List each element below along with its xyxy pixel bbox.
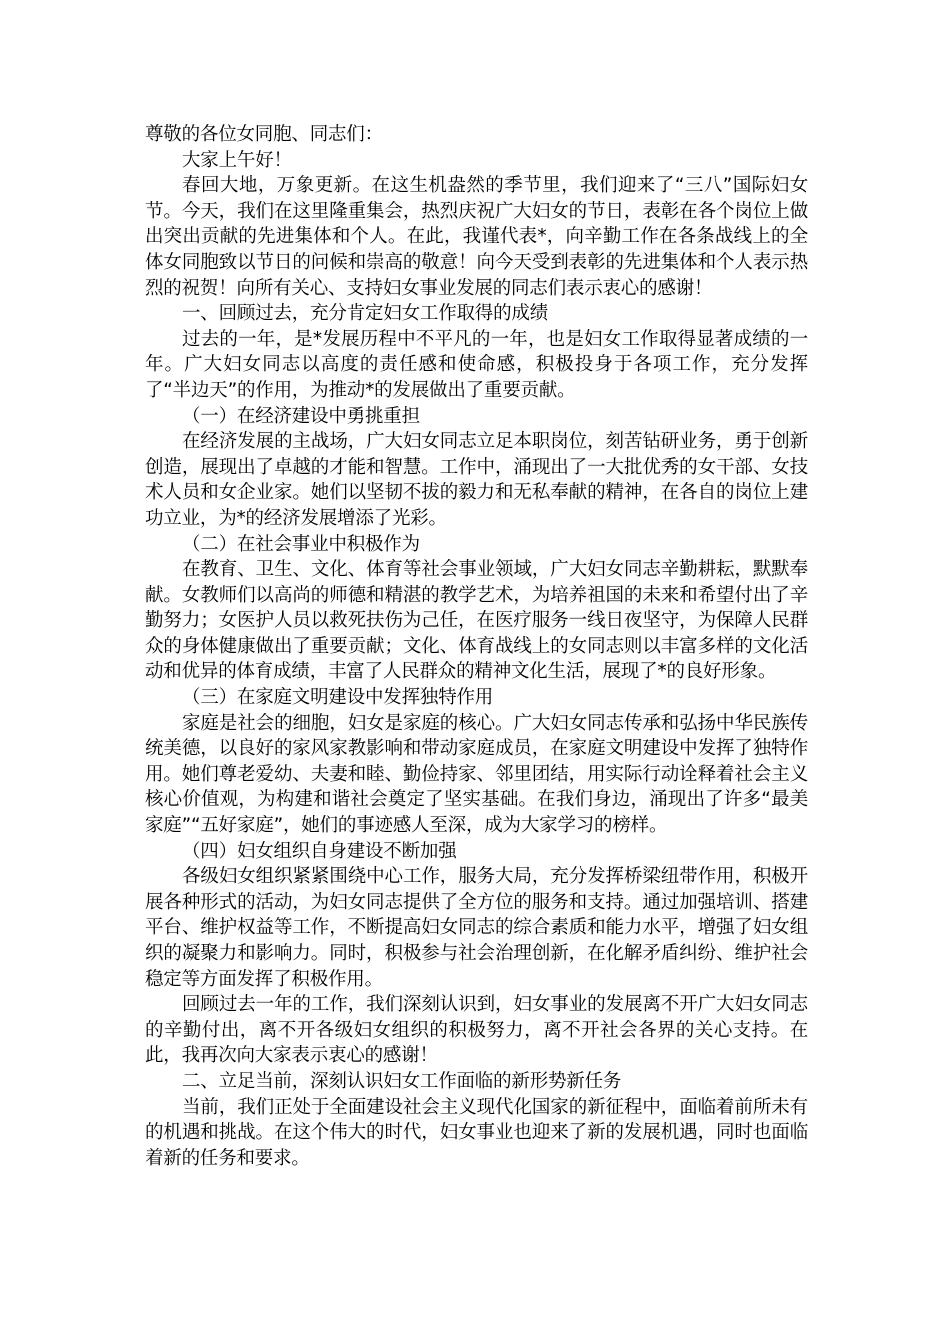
document-page [145, 122, 808, 1171]
salutation: 大家上午好！ [182, 149, 292, 171]
section-1-intro: 过去的一年，是*发展历程中不平凡的一年，也是妇女工作取得显著成绩的一年。广大妇女同志以高度的责任感和使命感，积极投身于各项工作，充分发挥了“半边天”的作用，为推动*的发展做出了重要贡献。 [145, 328, 808, 401]
subsection-2-heading: （二）在社会事业中积极作为 [182, 533, 420, 555]
opening-paragraph: 春回大地，万象更新。在这生机盎然的季节里，我们迎来了“三八”国际妇女节。今天，我们在这里隆重集会，热烈庆祝广大妇女的节日，表彰在各个岗位上做出突出贡献的先进集体和个人。在此，我谨代表*，向辛勤工作在各条战线上的全体女同胞致以节日的问候和崇高的敬意！向今天受到表彰的先进集体和个人表示热烈的祝贺！向所有关心、支持妇女事业发展的同志们表示衷心的感谢！ [145, 175, 808, 299]
subsection-3-body: 家庭是社会的细胞，妇女是家庭的核心。广大妇女同志传承和弘扬中华民族传统美德，以良好的家风家教影响和带动家庭成员，在家庭文明建设中发挥了独特作用。她们尊老爱幼、夫妻和睦、勤俭持家、邻里团结，用实际行动诠释着社会主义核心价值观，为构建和谐社会奠定了坚实基础。在我们身边，涌现出了许多“最美家庭”“五好家庭”，她们的事迹感人至深，成为大家学习的榜样。 [145, 712, 808, 837]
section-1-heading: 一、回顾过去，充分肯定妇女工作取得的成绩 [182, 303, 549, 325]
subsection-4-heading: （四）妇女组织自身建设不断加强 [182, 840, 457, 862]
subsection-1-heading: （一）在经济建设中勇挑重担 [182, 405, 420, 427]
subsection-2-body: 在教育、卫生、文化、体育等社会事业领域，广大妇女同志辛勤耕耘，默默奉献。女教师们以高尚的师德和精湛的教学艺术，为培养祖国的未来和希望付出了辛勤努力；女医护人员以救死扶伤为己任，在医疗服务一线日夜坚守，为保障人民群众的身体健康做出了重要贡献；文化、体育战线上的女同志则以丰富多样的文化活动和优异的体育成绩，丰富了人民群众的精神文化生活，展现了*的良好形象。 [145, 559, 808, 683]
section-2-heading: 二、立足当前，深刻认识妇女工作面临的新形势新任务 [182, 1070, 622, 1092]
subsection-3-heading: （三）在家庭文明建设中发挥独特作用 [182, 687, 494, 709]
greeting: 尊敬的各位女同胞、同志们： [145, 124, 383, 145]
subsection-4-body: 各级妇女组织紧紧围绕中心工作，服务大局，充分发挥桥梁纽带作用，积极开展各种形式的活动，为妇女同志提供了全方位的服务和支持。通过加强培训、搭建平台、维护权益等工作，不断提高妇女同志的综合素质和能力水平，增强了妇女组织的凝聚力和影响力。同时，积极参与社会治理创新，在化解矛盾纠纷、维护社会稳定等方面发挥了积极作用。 [145, 866, 808, 990]
section-2-intro: 当前，我们正处于全面建设社会主义现代化国家的新征程中，面临着前所未有的机遇和挑战。在这个伟大的时代，妇女事业也迎来了新的发展机遇，同时也面临着新的任务和要求。 [145, 1096, 808, 1169]
subsection-1-body: 在经济发展的主战场，广大妇女同志立足本职岗位，刻苦钻研业务，勇于创新创造，展现出了卓越的才能和智慧。工作中，涌现出了一大批优秀的女干部、女技术人员和女企业家。她们以坚韧不拔的毅力和无私奉献的精神，在各自的岗位上建功立业，为*的经济发展增添了光彩。 [145, 431, 808, 529]
section-1-closing: 回顾过去一年的工作，我们深刻认识到，妇女事业的发展离不开广大妇女同志的辛勤付出，离不开各级妇女组织的积极努力，离不开社会各界的关心支持。在此，我再次向大家表示衷心的感谢！ [145, 994, 808, 1067]
